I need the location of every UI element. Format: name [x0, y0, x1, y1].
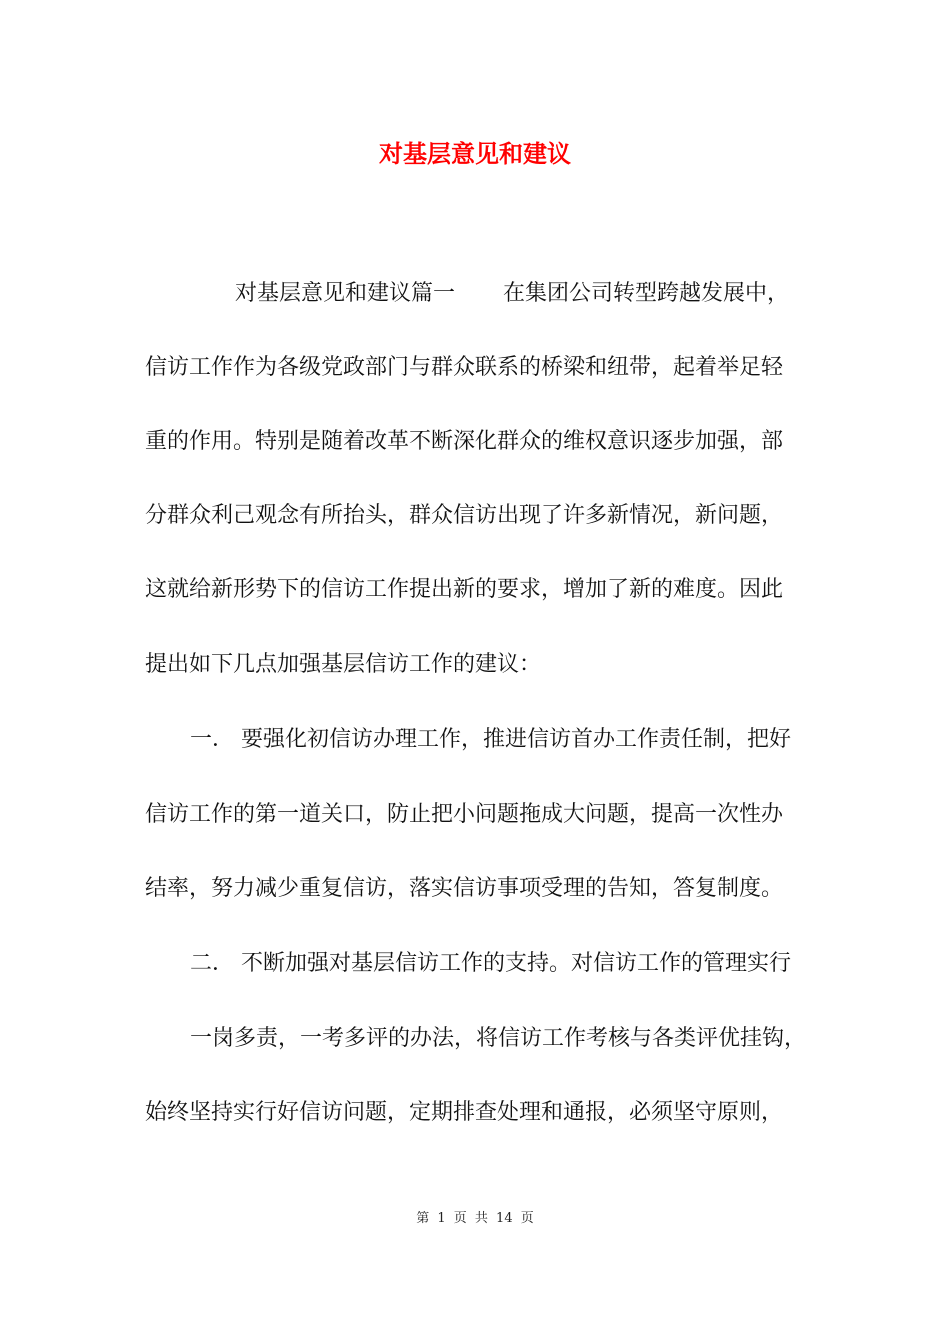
paragraph-line-4: 分群众利己观念有所抬头，群众信访出现了许多新情况，新问题， — [145, 503, 784, 528]
item-one-line-2: 信访工作的第一道关口，防止把小问题拖成大问题，提高一次性办 — [145, 802, 784, 827]
paragraph-line-1 — [235, 276, 815, 312]
page-number-footer: 第 1 页 共 14 页 — [416, 1211, 534, 1226]
intro-text: 在集团公司转型跨越发展中， — [503, 281, 790, 306]
paragraph-line-5: 这就给新形势下的信访工作提出新的要求，增加了新的难度。因此 — [145, 577, 784, 602]
item-two-line-2: 一岗多责，一考多评的办法，将信访工作考核与各类评优挂钩， — [190, 1026, 807, 1051]
intro-heading: 对基层意见和建议篇一 — [235, 281, 456, 306]
item-one-line-3: 结率，努力减少重复信访，落实信访事项受理的告知，答复制度。 — [145, 876, 784, 901]
paragraph-line-3: 重的作用。特别是随着改革不断深化群众的维权意识逐步加强，部 — [145, 429, 784, 454]
item-two-line-1: 二． 不断加强对基层信访工作的支持。对信访工作的管理实行 — [190, 951, 791, 976]
item-one-line-1: 一． 要强化初信访办理工作，推进信访首办工作责任制，把好 — [190, 727, 791, 752]
paragraph-line-6: 提出如下几点加强基层信访工作的建议： — [145, 652, 542, 677]
document-title: 对基层意见和建议 — [379, 139, 571, 168]
item-two-line-3: 始终坚持实行好信访问题，定期排查处理和通报，必须坚守原则， — [145, 1100, 784, 1125]
paragraph-line-2: 信访工作作为各级党政部门与群众联系的桥梁和纽带，起着举足轻 — [145, 355, 784, 380]
